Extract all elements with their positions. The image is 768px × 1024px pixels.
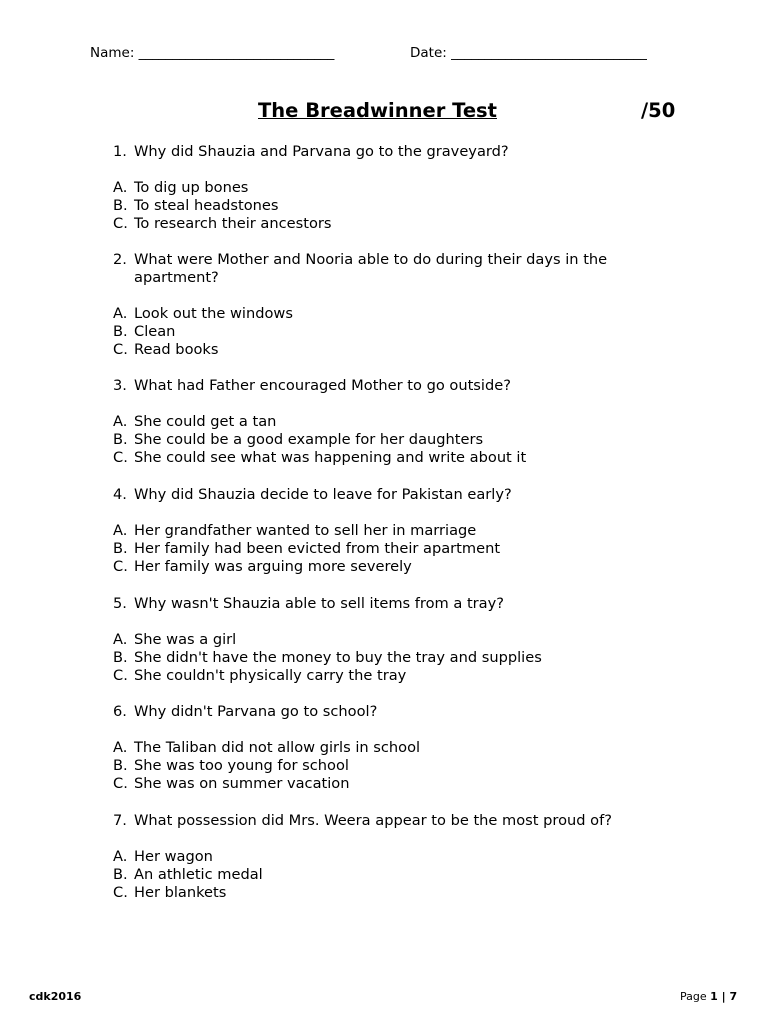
name-field: Name: _____________________________ bbox=[90, 45, 335, 61]
option-text: Her wagon bbox=[134, 848, 213, 865]
option-letter: B. bbox=[113, 197, 128, 214]
question-text: What were Mother and Nooria able to do during their days in the bbox=[134, 251, 608, 268]
option-letter: A. bbox=[113, 413, 128, 430]
option-text: Her family was arguing more severely bbox=[134, 558, 412, 575]
option-letter: A. bbox=[113, 305, 128, 322]
option-text: She could see what was happening and write about it bbox=[134, 449, 527, 466]
option-letter: B. bbox=[113, 540, 128, 557]
option-letter: A. bbox=[113, 179, 128, 196]
page-title: The Breadwinner Test bbox=[258, 99, 497, 122]
date-field: Date: _____________________________ bbox=[410, 45, 647, 61]
option-letter: C. bbox=[113, 215, 128, 232]
question-text: Why didn't Parvana go to school? bbox=[134, 703, 378, 720]
option-letter: C. bbox=[113, 449, 128, 466]
option-text: Read books bbox=[134, 341, 219, 358]
question-text: What had Father encouraged Mother to go outside? bbox=[134, 377, 511, 394]
question-number: 4. bbox=[113, 486, 127, 503]
option-letter: C. bbox=[113, 667, 128, 684]
option-letter: A. bbox=[113, 848, 128, 865]
option-letter: A. bbox=[113, 739, 128, 756]
page-number: Page 1 | 7 bbox=[680, 990, 738, 1003]
option-text: Look out the windows bbox=[134, 305, 293, 322]
question-text: apartment? bbox=[134, 269, 219, 286]
question-number: 6. bbox=[113, 703, 127, 720]
question-number: 7. bbox=[113, 812, 127, 829]
footer-author: cdk2016 bbox=[29, 990, 82, 1003]
score-total: /50 bbox=[641, 99, 676, 122]
option-letter: C. bbox=[113, 341, 128, 358]
option-text: She couldn't physically carry the tray bbox=[134, 667, 407, 684]
option-letter: B. bbox=[113, 649, 128, 666]
option-letter: A. bbox=[113, 522, 128, 539]
option-text: Her family had been evicted from their apartment bbox=[134, 540, 501, 557]
option-text: An athletic medal bbox=[134, 866, 263, 883]
option-text: The Taliban did not allow girls in school bbox=[134, 739, 421, 756]
question-number: 1. bbox=[113, 143, 127, 160]
question-number: 2. bbox=[113, 251, 127, 268]
option-text: Her grandfather wanted to sell her in marriage bbox=[134, 522, 477, 539]
option-text: Her blankets bbox=[134, 884, 227, 901]
question-number: 5. bbox=[113, 595, 127, 612]
option-text: She was a girl bbox=[134, 631, 237, 648]
question-number: 3. bbox=[113, 377, 127, 394]
option-letter: B. bbox=[113, 323, 128, 340]
option-letter: B. bbox=[113, 866, 128, 883]
option-text: She was on summer vacation bbox=[134, 775, 350, 792]
question-text: Why did Shauzia and Parvana go to the graveyard? bbox=[134, 143, 509, 160]
option-text: Clean bbox=[134, 323, 176, 340]
option-text: To research their ancestors bbox=[134, 215, 332, 232]
option-text: To steal headstones bbox=[134, 197, 279, 214]
option-letter: C. bbox=[113, 775, 128, 792]
option-letter: C. bbox=[113, 884, 128, 901]
option-letter: B. bbox=[113, 757, 128, 774]
option-text: She could get a tan bbox=[134, 413, 277, 430]
question-text: Why did Shauzia decide to leave for Pakistan early? bbox=[134, 486, 512, 503]
option-text: She didn't have the money to buy the tray and supplies bbox=[134, 649, 542, 666]
option-letter: B. bbox=[113, 431, 128, 448]
option-letter: C. bbox=[113, 558, 128, 575]
question-text: Why wasn't Shauzia able to sell items from a tray? bbox=[134, 595, 505, 612]
option-text: She could be a good example for her daughters bbox=[134, 431, 484, 448]
option-text: To dig up bones bbox=[134, 179, 249, 196]
question-text: What possession did Mrs. Weera appear to be the most proud of? bbox=[134, 812, 612, 829]
option-letter: A. bbox=[113, 631, 128, 648]
option-text: She was too young for school bbox=[134, 757, 349, 774]
